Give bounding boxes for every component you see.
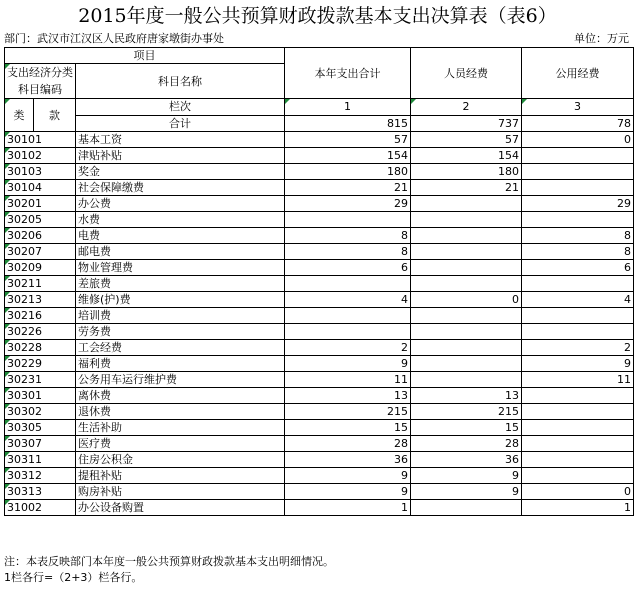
row-total [285,308,411,324]
total-row-label: 合计 [76,115,285,132]
row-public [522,436,634,452]
row-total: 8 [285,244,411,260]
row-personnel: 28 [411,436,522,452]
row-personnel [411,340,522,356]
row-total [285,276,411,292]
row-personnel [411,324,522,340]
row-public: 1 [522,500,634,516]
row-public: 4 [522,292,634,308]
header-code-label: 支出经济分类科目编码 [5,64,76,99]
row-code: 30229 [5,356,76,372]
header-col-public: 公用经费 [522,48,634,99]
row-personnel [411,212,522,228]
row-public: 2 [522,340,634,356]
row-total [285,324,411,340]
expenditure-table [4,47,634,516]
table-row [5,404,634,420]
row-public: 9 [522,356,634,372]
row-code: 30312 [5,468,76,484]
table-row [5,452,634,468]
row-personnel [411,244,522,260]
row-personnel: 57 [411,132,522,148]
table-row [5,436,634,452]
table-row [5,420,634,436]
total-row-public: 78 [522,115,634,132]
table-row [5,324,634,340]
row-code: 30307 [5,436,76,452]
row-name: 福利费 [76,356,285,372]
header-project: 项目 [5,48,285,64]
table-row [5,356,634,372]
row-public: 8 [522,244,634,260]
table-row [5,484,634,500]
table-row [5,228,634,244]
row-total: 4 [285,292,411,308]
row-personnel: 13 [411,388,522,404]
row-name: 办公费 [76,196,285,212]
row-personnel: 154 [411,148,522,164]
row-personnel: 180 [411,164,522,180]
row-public [522,308,634,324]
header-column-no-label: 栏次 [76,99,285,116]
row-public [522,276,634,292]
row-name: 培训费 [76,308,285,324]
row-public [522,324,634,340]
row-name: 劳务费 [76,324,285,340]
row-name: 购房补贴 [76,484,285,500]
row-name: 医疗费 [76,436,285,452]
header-name-label: 科目名称 [76,64,285,99]
note-line-2: 1栏各行=（2+3）栏各行。 [4,571,143,584]
row-public [522,148,634,164]
row-code: 30226 [5,324,76,340]
row-public [522,420,634,436]
row-name: 社会保障缴费 [76,180,285,196]
row-code: 30205 [5,212,76,228]
row-personnel [411,196,522,212]
row-code: 30228 [5,340,76,356]
row-total: 13 [285,388,411,404]
header-col-total: 本年支出合计 [285,48,411,99]
row-name: 生活补助 [76,420,285,436]
row-name: 维修(护)费 [76,292,285,308]
row-public: 0 [522,484,634,500]
row-name: 办公设备购置 [76,500,285,516]
row-public [522,212,634,228]
table-row [5,388,634,404]
row-name: 水费 [76,212,285,228]
row-personnel [411,500,522,516]
table-row [5,212,634,228]
row-name: 奖金 [76,164,285,180]
table-row [5,180,634,196]
row-total: 6 [285,260,411,276]
table-row [5,276,634,292]
table-row [5,164,634,180]
table-row [5,372,634,388]
row-total: 215 [285,404,411,420]
row-code: 30216 [5,308,76,324]
table-row [5,244,634,260]
unit-label: 单位：万元 [574,32,629,45]
row-public: 8 [522,228,634,244]
row-code: 30103 [5,164,76,180]
row-personnel [411,308,522,324]
row-personnel: 9 [411,468,522,484]
row-total: 1 [285,500,411,516]
row-code: 30231 [5,372,76,388]
row-code: 30207 [5,244,76,260]
row-code: 30102 [5,148,76,164]
row-personnel: 215 [411,404,522,420]
total-row-total: 815 [285,115,411,132]
row-code: 31002 [5,500,76,516]
row-code: 30101 [5,132,76,148]
row-name: 离休费 [76,388,285,404]
row-code: 30311 [5,452,76,468]
row-public [522,180,634,196]
row-code: 30313 [5,484,76,500]
row-name: 邮电费 [76,244,285,260]
row-total [285,212,411,228]
header-col-no-2: 2 [411,99,522,116]
row-public: 0 [522,132,634,148]
header-col-no-3: 3 [522,99,634,116]
row-personnel: 15 [411,420,522,436]
row-total: 29 [285,196,411,212]
row-name: 公务用车运行维护费 [76,372,285,388]
row-name: 津贴补贴 [76,148,285,164]
table-row [5,132,634,148]
row-personnel [411,260,522,276]
row-public: 11 [522,372,634,388]
row-name: 提租补贴 [76,468,285,484]
table-row [5,292,634,308]
row-code: 30213 [5,292,76,308]
row-name: 工会经费 [76,340,285,356]
row-total: 15 [285,420,411,436]
table-row [5,260,634,276]
row-total: 28 [285,436,411,452]
row-public: 6 [522,260,634,276]
row-code: 30104 [5,180,76,196]
row-total: 2 [285,340,411,356]
row-name: 退休费 [76,404,285,420]
row-name: 电费 [76,228,285,244]
row-total: 11 [285,372,411,388]
row-name: 住房公积金 [76,452,285,468]
row-total: 21 [285,180,411,196]
row-total: 57 [285,132,411,148]
row-public: 29 [522,196,634,212]
table-row [5,500,634,516]
row-public [522,388,634,404]
row-code: 30305 [5,420,76,436]
row-total: 9 [285,468,411,484]
row-public [522,164,634,180]
row-total: 8 [285,228,411,244]
row-name: 物业管理费 [76,260,285,276]
header-col-no-1: 1 [285,99,411,116]
table-row [5,468,634,484]
row-total: 9 [285,484,411,500]
table-row [5,308,634,324]
row-total: 36 [285,452,411,468]
header-item-label: 款 [34,99,76,132]
row-public [522,452,634,468]
table-row [5,340,634,356]
row-total: 180 [285,164,411,180]
row-personnel [411,228,522,244]
department-label: 部门：武汉市江汉区人民政府唐家墩街办事处 [4,32,224,45]
table-row [5,148,634,164]
total-row-personnel: 737 [411,115,522,132]
note-line-1: 注：本表反映部门本年度一般公共预算财政拨款基本支出明细情况。 [4,555,334,568]
row-personnel [411,356,522,372]
row-code: 30206 [5,228,76,244]
row-code: 30301 [5,388,76,404]
row-personnel: 0 [411,292,522,308]
row-code: 30209 [5,260,76,276]
report-title: 2015年度一般公共预算财政拨款基本支出决算表（表6） [78,5,557,27]
row-personnel [411,276,522,292]
row-code: 30211 [5,276,76,292]
row-personnel: 21 [411,180,522,196]
row-personnel [411,372,522,388]
row-total: 9 [285,356,411,372]
row-name: 差旅费 [76,276,285,292]
header-col-personnel: 人员经费 [411,48,522,99]
row-name: 基本工资 [76,132,285,148]
table-row [5,196,634,212]
row-public [522,468,634,484]
row-total: 154 [285,148,411,164]
header-class-label: 类 [5,99,34,132]
row-personnel: 9 [411,484,522,500]
row-public [522,404,634,420]
row-personnel: 36 [411,452,522,468]
row-code: 30201 [5,196,76,212]
row-code: 30302 [5,404,76,420]
